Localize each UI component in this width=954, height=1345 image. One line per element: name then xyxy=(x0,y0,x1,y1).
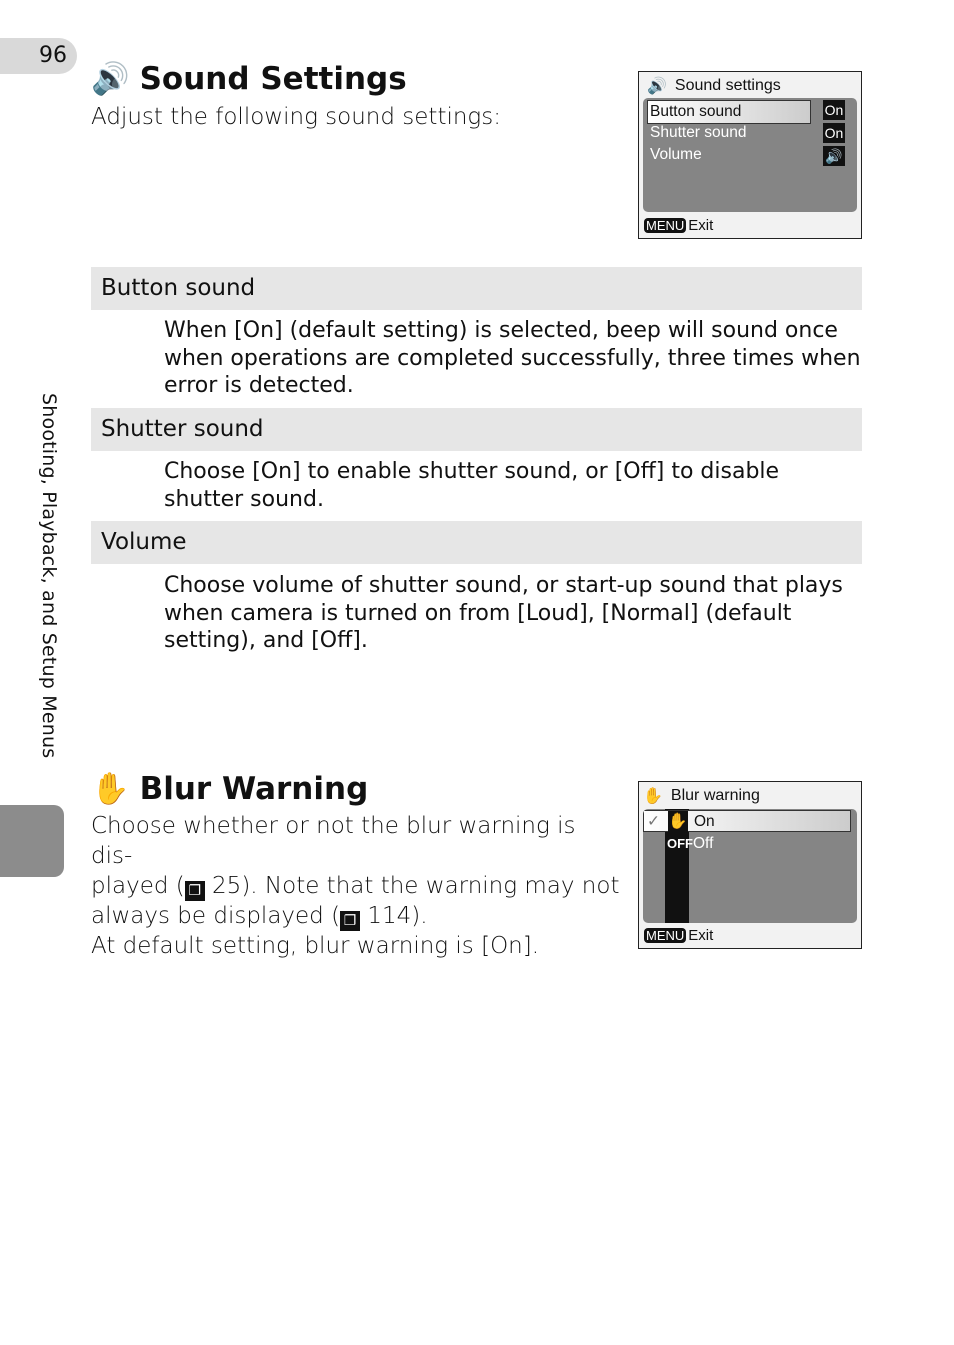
speaker-icon: 🔊 xyxy=(91,61,130,97)
screen-item-button-sound: Button sound xyxy=(647,100,811,124)
text: ). xyxy=(411,903,428,929)
text: ). Note that the warning may not xyxy=(241,873,620,899)
page-ref[interactable]: 25 xyxy=(212,873,242,899)
hand-icon: ✋ xyxy=(643,788,663,805)
blur-line xyxy=(91,871,621,901)
heading-text: Blur Warning xyxy=(139,770,369,807)
blur-line: At default setting, blur warning is [On]. xyxy=(91,933,540,959)
screen-item-off: Off xyxy=(693,835,714,852)
section-heading-shutter-sound: Shutter sound xyxy=(91,408,862,451)
blur-line: Choose whether or not the blur warning is dis- xyxy=(91,813,576,869)
side-chapter-label: Shooting, Playback, and Setup Menus xyxy=(38,393,60,759)
text: played ( xyxy=(91,873,185,899)
page-number: 96 xyxy=(0,38,77,74)
section-text-volume: Choose volume of shutter sound, or start-up sound that plays when camera is turned on from [Loud], [Normal] (default setting), and [Off]. xyxy=(164,573,843,653)
sound-settings-heading xyxy=(91,60,407,97)
heading-text: Sound Settings xyxy=(139,60,407,97)
section-heading-button-sound: Button sound xyxy=(91,267,862,310)
sound-intro: Adjust the following sound settings: xyxy=(91,104,501,130)
section-heading-volume: Volume xyxy=(91,521,862,564)
hand-icon: ✋ xyxy=(668,811,688,833)
side-tab xyxy=(0,805,64,877)
screen-title: Blur warning xyxy=(670,787,760,804)
section-text-button-sound: When [On] (default setting) is selected, beep will sound once when operations are completed successfully, three times when error is detected. xyxy=(164,318,861,398)
screen-item-on xyxy=(643,810,851,832)
text: always be displayed ( xyxy=(91,903,341,929)
section-text-shutter-sound: Choose [On] to enable shutter sound, or [Off] to disable shutter sound. xyxy=(164,459,780,512)
page-ref-icon: ❐ xyxy=(340,911,360,931)
page-ref[interactable]: 114 xyxy=(367,903,412,929)
screen-item-volume: Volume xyxy=(650,146,702,163)
blur-line xyxy=(91,901,621,931)
hand-icon: ✋ xyxy=(91,771,130,807)
sound-settings-screen xyxy=(638,71,862,239)
blur-warning-screen xyxy=(638,781,862,949)
menu-button-label: MENU xyxy=(646,928,685,943)
page-ref-icon: ❐ xyxy=(185,881,205,901)
screen-item-shutter-sound: Shutter sound xyxy=(650,124,747,141)
check-icon: ✓ xyxy=(647,813,660,830)
item-label: On xyxy=(694,813,715,830)
exit-label: Exit xyxy=(688,217,714,234)
screen-title: Sound settings xyxy=(674,77,781,94)
button-sound-value: On xyxy=(824,102,844,118)
menu-button-label: MENU xyxy=(646,218,685,233)
blur-description xyxy=(91,811,621,961)
speaker-icon: 🔊 xyxy=(823,146,845,166)
blur-warning-heading xyxy=(91,770,368,807)
exit-label: Exit xyxy=(688,927,714,944)
off-icon: OFF xyxy=(667,836,693,851)
speaker-icon: 🔊 xyxy=(647,78,667,95)
shutter-sound-value: On xyxy=(824,125,844,141)
